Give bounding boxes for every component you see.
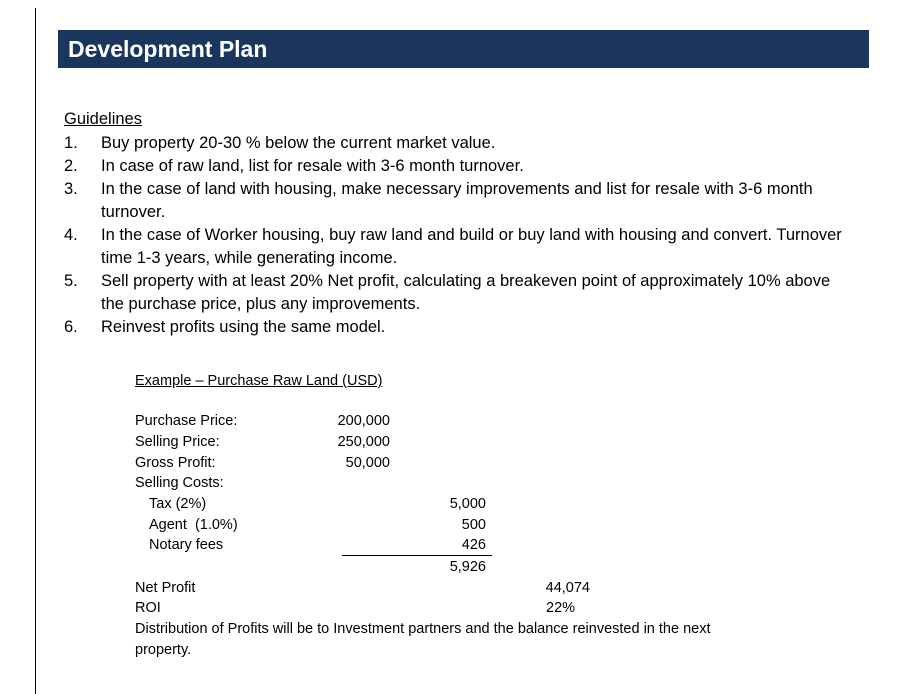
guideline-number: 4. <box>64 226 78 244</box>
guideline-text: In the case of Worker housing, buy raw land and build or buy land with housing and convert. Turnover time 1-3 years, while generating income. <box>101 226 842 267</box>
notary-fees-label: Notary fees <box>149 537 224 553</box>
guideline-text: In the case of land with housing, make necessary improvements and list for resale with 3-6 month turnover. <box>101 180 813 221</box>
guidelines-heading: Guidelines <box>64 110 142 128</box>
guideline-text: Buy property 20-30 % below the current market value. <box>101 134 496 152</box>
tax-label: Tax (2%) <box>149 496 207 512</box>
purchase-price-value: 200,000 <box>337 413 390 429</box>
guideline-item-2 <box>64 155 854 178</box>
guideline-item-6 <box>64 316 854 339</box>
selling-costs-total: 5,926 <box>449 559 486 575</box>
roi-value: 22% <box>546 600 576 616</box>
guideline-item-4 <box>64 224 854 270</box>
agent-value: 500 <box>461 517 486 533</box>
page-margin-line <box>35 8 36 694</box>
guideline-item-5 <box>64 270 854 316</box>
distribution-note: Distribution of Profits will be to Investment partners and the balance reinvested in the next property. <box>135 621 711 658</box>
guideline-number: 1. <box>64 134 78 152</box>
guideline-number: 2. <box>64 157 78 175</box>
gross-profit-value: 50,000 <box>345 455 390 471</box>
notary-fees-value: 426 <box>461 537 486 553</box>
guideline-number: 5. <box>64 272 78 290</box>
guideline-number: 3. <box>64 180 78 198</box>
roi-label: ROI <box>135 600 161 616</box>
guideline-number: 6. <box>64 318 78 336</box>
selling-costs-label: Selling Costs: <box>135 475 224 491</box>
net-profit-value: 44,074 <box>545 580 590 596</box>
agent-label: Agent (1.0%) <box>149 517 238 533</box>
guideline-item-1 <box>64 132 854 155</box>
selling-price-value: 250,000 <box>337 434 390 450</box>
tax-value: 5,000 <box>449 496 486 512</box>
page-title: Development Plan <box>68 36 268 62</box>
guideline-text: In case of raw land, list for resale with 3-6 month turnover. <box>101 157 524 175</box>
example-heading: Example – Purchase Raw Land (USD) <box>135 373 383 389</box>
subtotal-rule <box>342 555 492 556</box>
guideline-text: Reinvest profits using the same model. <box>101 318 386 336</box>
net-profit-label: Net Profit <box>135 580 196 596</box>
selling-price-label: Selling Price: <box>135 434 220 450</box>
purchase-price-label: Purchase Price: <box>135 413 238 429</box>
guidelines-list <box>64 132 854 339</box>
title-bar <box>58 30 869 68</box>
guideline-text: Sell property with at least 20% Net profit, calculating a breakeven point of approximately 10% above the purchase price, plus any improvements. <box>101 272 831 313</box>
gross-profit-label: Gross Profit: <box>135 455 216 471</box>
guideline-item-3 <box>64 178 854 224</box>
